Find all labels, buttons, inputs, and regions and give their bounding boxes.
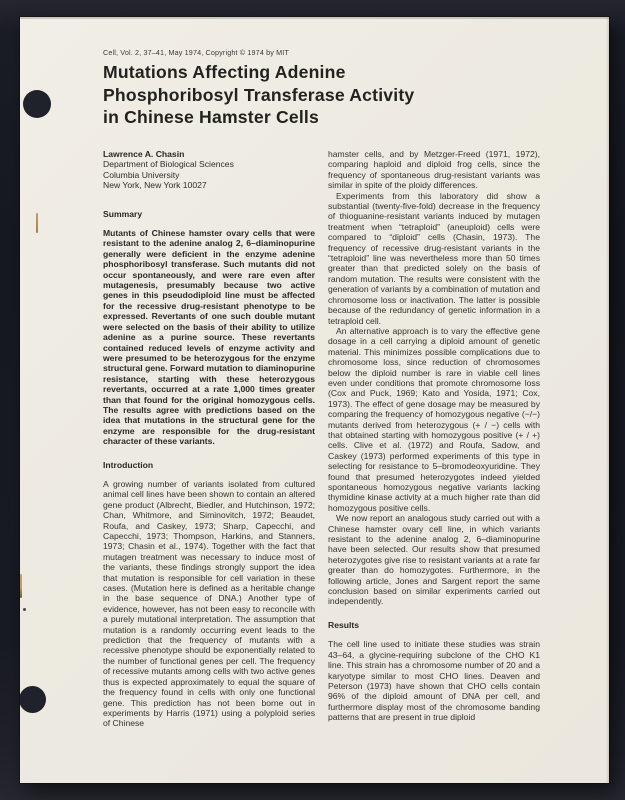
introduction-paragraph: A growing number of variants isolated from cultured animal cell lines have been shown to contain an altered gene product (Albrecht, Biedler, and Hutchinson, 1972; Chan, Whitmore, and Siminovitch, 1972; Beaudet, Roufa, and Caskey, 1973; Sharp, Capecchi, and Capecchi, 1973; Thompson, Harkins, and Stanners, 1973; Chasin et al., 1974). Together with the fact that mutagen treatment was necessary to induce most of the variants, these findings strongly support the idea that mutation is responsible for cell variation in these cases. (Mutation here is defined as a heritable change in the base sequence of DNA.) Another type of evidence, however, has not been easy to reconcile with a purely mutational interpretation. The assumption that mutation is a randomly occurring event leads to the prediction that the frequency of mutants with a recessive phenotype should be exponentially related to the number of functional genes per cell. The frequency of recessive mutants among cells with two active genes thus is expected approximately to equal the square of the frequency found in cells with only one functional gene. This prediction has not been borne out in experiments by Harris (1971) using a polyploid series of Chinese — [103, 478, 315, 729]
summary-paragraph: Mutants of Chinese hamster ovary cells that were resistant to the adenine analog 2, 6–diaminopurine generally were deficient in the enzyme adenine phosphoribosyl transferase. Such mutants did not occur spontaneously, and were rare even after mutagenesis, presumably because two active genes in this pseudodiploid line must be affected for the recessive drug-resistant phenotype to be expressed. Revertants of one such double mutant were selected on the basis of their ability to utilize adenine as a purine source. These revertants contained reduced levels of enzyme activity and were presumed to be heterozygous for the enzyme structural gene. Forward mutation to diaminopurine resistance, starting with these heterozygous revertants, occurred at a rate 1,000 times greater than that found for the original homozygous cells. The results agree with predictions based on the idea that mutations in the structural gene for the enzyme are responsible for the drug-resistant character of these variants. — [103, 228, 315, 447]
hole-punch-bottom — [20, 686, 46, 713]
body-paragraph: We now report an analogous study carried out with a Chinese hamster ovary cell line, in which variants resistant to the adenine analog 2, 6–diaminopurine have been selected. Our results show that presumed heterozygotes give rise to resistant variants at a rate far greater than do homozygotes. Furthermore, in the following article, Jones and Sargent report the same conclusion based on similar experiments carried out independently. — [328, 513, 540, 607]
article-title-line: Phosphoribosyl Transferase Activity — [103, 84, 415, 105]
author-name: Lawrence A. Chasin — [103, 149, 185, 159]
article-title-line: in Chinese Hamster Cells — [103, 107, 320, 128]
scratch-mark — [36, 213, 38, 233]
author-affiliation: Department of Biological Sciences — [103, 159, 234, 170]
left-column — [103, 149, 315, 781]
journal-citation-line: Cell, Vol. 2, 37–41, May 1974, Copyright © 1974 by MIT — [103, 48, 289, 57]
hole-punch-top — [23, 90, 51, 118]
paper-page — [20, 17, 609, 783]
section-heading-summary: Summary — [103, 208, 143, 219]
article-title — [103, 61, 414, 129]
two-column-text — [103, 149, 540, 781]
results-paragraph: The cell line used to initiate these studies was strain 43–64, a glycine-requiring subclone of the CHO K1 line. This strain has a chromosome number of 20 and a karyotype similar to most CHO lines. Deaven and Peterson (1973) have shown that CHO cells contain 96% of the diploid amount of DNA per cell, and furthermore display most of the chromosome banding patterns that are present in true diploid — [328, 639, 540, 723]
right-column — [328, 149, 540, 781]
article-title-line: Mutations Affecting Adenine — [103, 62, 346, 82]
section-heading-results: Results — [328, 619, 360, 630]
body-paragraph: hamster cells, and by Metzger-Freed (1971, 1972), comparing haploid and diploid frog cells, since the frequency of spontaneous drug-resistant variants was similar in spite of the ploidy differences. — [328, 149, 540, 191]
body-paragraph: An alternative approach is to vary the effective gene dosage in a cell carrying a diploid amount of genetic material. This minimizes possible complications due to chromosome loss, since reduction of chromosomes below the diploid number is rare in viable cell lines even under conditions that promote chromosome loss (Cox and Puck, 1969; Kato and Yosida, 1971; Cox, 1973). The effect of gene dosage may be measured by comparing the frequency of homozygous negative (−/−) mutants derived from heterozygous (+ / −) cells with that obtained starting with homozygous positive (+ / +) cells. Clive et al. (1972) and Roufa, Sadow, and Caskey (1973) performed experiments of this type in selecting for resistance to 5–bromodeoxyuridine. They found that presumed heterozygotes indeed yielded spontaneous homozygous negative variants lacking thymidine kinase activity at a much higher rate than did homozygous positive cells. — [328, 325, 540, 513]
author-affiliation: Columbia University — [103, 169, 180, 180]
scratch-mark — [20, 574, 22, 598]
body-paragraph: Experiments from this laboratory did show a substantial (twenty-five-fold) decrease in the frequency of thioguanine-resistant variants induced by mutagen treatment when “tetraploid” (aneuploid) cells were compared to “diploid” cells (Chasin, 1973). The frequency of recessive drug-resistant variants in the “tetraploid” line was nevertheless more than 50 times greater than that predicted solely on the basis of random mutation. The results were consistent with the generation of variants by a combination of mutation and chromosome loss or inactivation. The latter is possible because of the redundancy of genetic information in a tetraploid cell. — [328, 190, 540, 326]
author-affiliation: New York, New York 10027 — [103, 180, 207, 191]
section-heading-introduction: Introduction — [103, 459, 154, 470]
author-block — [103, 149, 315, 191]
paper-speck — [23, 608, 26, 611]
